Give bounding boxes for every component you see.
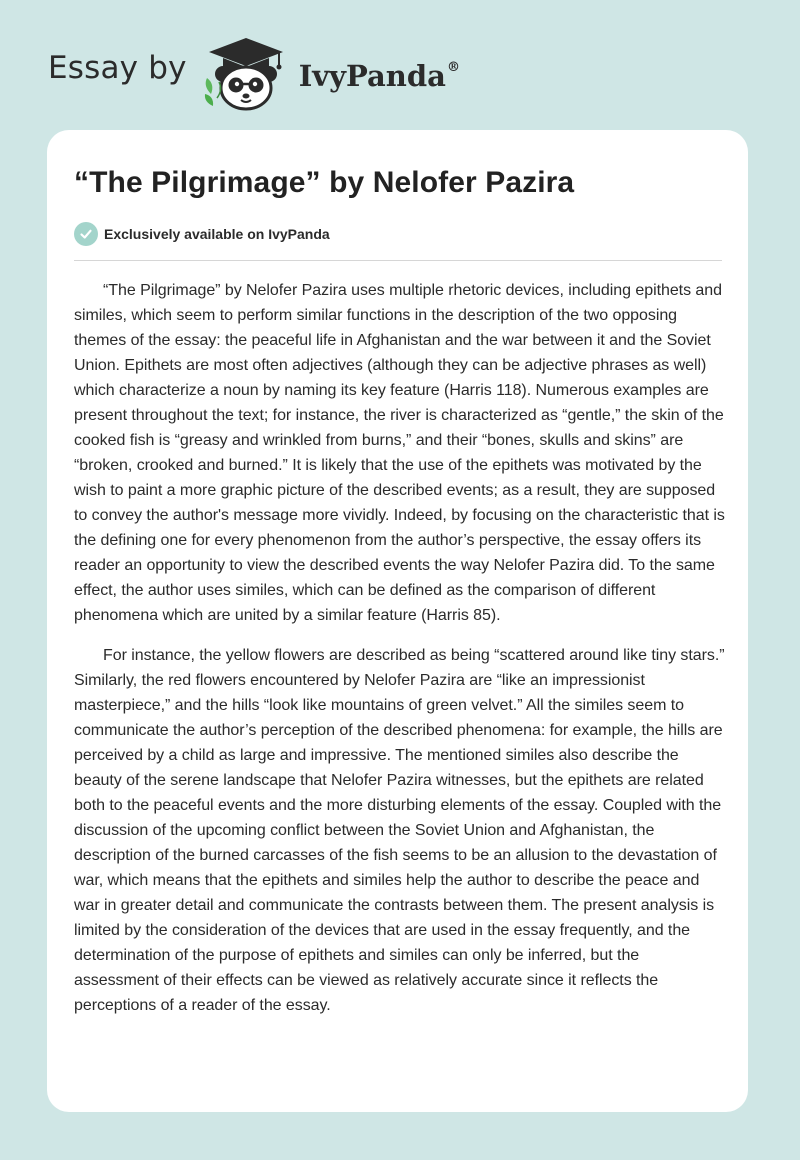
exclusive-label: Exclusively available on IvyPanda [104,226,330,242]
essay-card [47,130,748,1112]
essay-by-label: Essay by [48,50,187,86]
registered-mark: ® [446,60,460,76]
paragraph-1: “The Pilgrimage” by Nelofer Pazira uses multiple rhetoric devices, including epithets and similes, which seem to perform similar functions in the description of the two opposing themes of the essay: the peaceful life in Afghanistan and the war between it and the Soviet Union. Epithets are most often adjectives (although they can be adjective phrases as well) which characterize a noun by naming its key feature (Harris 118). Numerous examples are present throughout the text; for instance, the river is characterized as “gentle,” the skin of the cooked fish is “greasy and wrinkled from burns,” and their “bones, skulls and skins” are “broken, crooked and burned.” It is likely that the use of the epithets was motivated by the wish to paint a more graphic picture of the described events; as a result, they are supposed to convey the author's message more vividly. Indeed, by focusing on the characteristic that is the defining one for every phenomenon from the author’s perspective, the essay offers its reader an opportunity to view the described events the way Nelofer Pazira did. To the same effect, the author uses similes, which can be defined as the comparison of different phenomena which are united by a similar feature (Harris 85). [74,282,725,624]
brand-name: IvyPanda® [298,59,460,93]
paragraph-2: For instance, the yellow flowers are described as being “scattered around like tiny stars.” Similarly, the red flowers encountered by Nelofer Pazira are “like an impressionist masterpiece,” and the hills “look like mountains of green velvet.” All the similes seem to communicate the author’s perception of the described phenomena: for example, the hills are perceived by a child as large and impressive. The mentioned similes also describe the beauty of the serene landscape that Nelofer Pazira witnesses, but the epithets are related both to the peaceful events and the more disturbing elements of the essay. Coupled with the discussion of the upcoming conflict between the Soviet Union and Afghanistan, the description of the burned carcasses of the fish seems to be an allusion to the devastation of war, which means that the epithets and similes help the author to describe the peace and war in greater detail and communicate the contrasts between them. The present analysis is limited by the consideration of the devices that are used in the essay frequently, and the determination of the purpose of epithets and similes can only be inferred, but the assessment of their effects can be viewed as relatively accurate since it reflects the perceptions of a reader of the essay. [74,647,725,1014]
page-title: “The Pilgrimage” by Nelofer Pazira [74,166,575,199]
check-icon [74,222,98,246]
essay-body [74,278,726,1033]
exclusive-badge [74,222,330,246]
brand-logo[interactable] [48,34,460,106]
panda-mascot-icon [201,36,291,112]
site-header [0,0,800,130]
divider [74,260,722,261]
